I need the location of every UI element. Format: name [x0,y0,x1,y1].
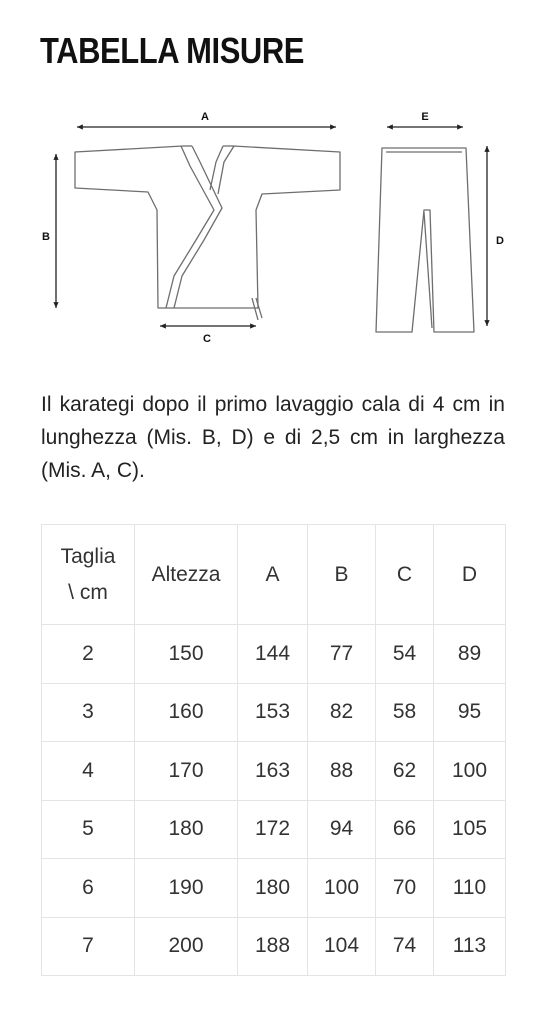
cell-altezza: 200 [135,917,238,976]
cell-c: 70 [376,859,434,918]
cell-a: 144 [238,625,308,684]
cell-b: 104 [308,917,376,976]
cell-a: 172 [238,800,308,859]
table-row [42,859,506,918]
dimension-a-label: A [201,111,209,123]
table-row [42,742,506,801]
header-taglia [42,525,135,625]
cell-a: 163 [238,742,308,801]
table-row [42,625,506,684]
table-header-row [42,525,506,625]
cell-b: 100 [308,859,376,918]
cell-taglia: 2 [42,625,135,684]
cell-taglia: 6 [42,859,135,918]
cell-c: 74 [376,917,434,976]
cell-altezza: 190 [135,859,238,918]
header-d: D [434,525,506,625]
cell-taglia: 3 [42,683,135,742]
cell-b: 77 [308,625,376,684]
cell-taglia: 5 [42,800,135,859]
cell-d: 89 [434,625,506,684]
dimension-e-label: E [421,111,429,123]
dimension-b-label: B [42,231,50,243]
cell-d: 100 [434,742,506,801]
table-row [42,683,506,742]
dimension-d-label: D [496,235,504,247]
cell-d: 110 [434,859,506,918]
cell-c: 62 [376,742,434,801]
cell-c: 58 [376,683,434,742]
cell-a: 188 [238,917,308,976]
cell-a: 180 [238,859,308,918]
jacket-drawing [75,146,340,320]
karategi-diagram [0,100,556,360]
dimension-c-label: C [203,333,211,345]
cell-b: 88 [308,742,376,801]
cell-altezza: 150 [135,625,238,684]
table-row [42,800,506,859]
cell-a: 153 [238,683,308,742]
page-title: TABELLA MISURE [40,30,305,71]
pants-drawing [376,148,474,332]
cell-d: 105 [434,800,506,859]
header-c: C [376,525,434,625]
cell-taglia: 7 [42,917,135,976]
cell-d: 113 [434,917,506,976]
header-taglia-line2: \ cm [68,580,108,604]
cell-b: 94 [308,800,376,859]
header-b: B [308,525,376,625]
header-altezza: Altezza [135,525,238,625]
size-table [41,524,506,976]
size-diagram [0,100,556,360]
cell-altezza: 180 [135,800,238,859]
cell-altezza: 160 [135,683,238,742]
cell-b: 82 [308,683,376,742]
table-row [42,917,506,976]
cell-d: 95 [434,683,506,742]
cell-c: 54 [376,625,434,684]
cell-taglia: 4 [42,742,135,801]
header-a: A [238,525,308,625]
shrinkage-note: Il karategi dopo il primo lavaggio cala di 4 cm in lunghezza (Mis. B, D) e di 2,5 cm in larghezza (Mis. A, C). [41,393,505,482]
cell-c: 66 [376,800,434,859]
cell-altezza: 170 [135,742,238,801]
header-taglia-line1: Taglia [60,544,116,568]
